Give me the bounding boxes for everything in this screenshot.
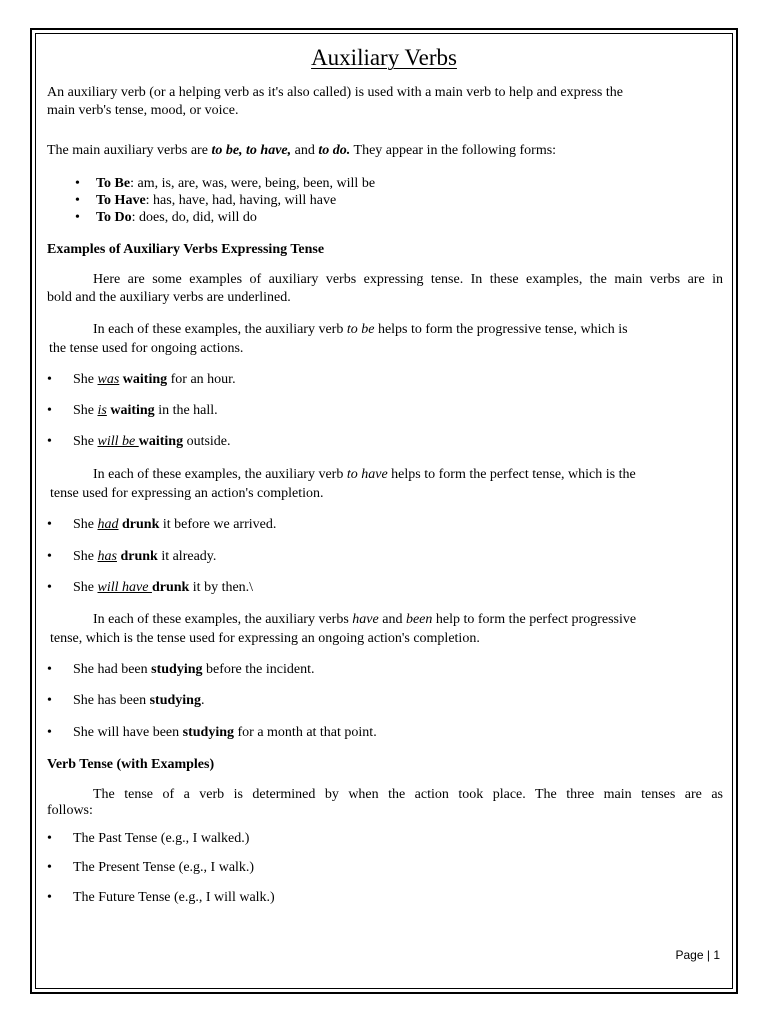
example-auxiliary: was	[97, 372, 120, 387]
bullet-icon: •	[47, 517, 52, 532]
progressive-intro-post: helps to form the progressive tense, which is	[374, 322, 628, 337]
perfect-intro-line1	[93, 466, 723, 484]
main-aux-verbs: to be, to have,	[211, 143, 292, 158]
perfect-prog-intro-pre: In each of these examples, the auxiliary verbs	[93, 612, 353, 627]
bullet-icon: •	[47, 580, 52, 595]
example-rest: for an hour.	[167, 372, 236, 387]
example-main-verb: waiting	[110, 403, 155, 418]
progressive-intro-pre: In each of these examples, the auxiliary verb	[93, 322, 347, 337]
tense-text: The Present Tense (e.g., I walk.)	[73, 860, 255, 875]
perfect-prog-intro-line2: tense, which is the tense used for expressing an ongoing action's completion.	[50, 631, 480, 646]
main-aux-and: and	[291, 143, 319, 158]
bullet-icon: •	[47, 372, 52, 387]
example-subject: She	[73, 403, 98, 418]
perfect-prog-intro-verb1: have	[352, 612, 379, 627]
form-values: : am, is, are, was, were, being, been, will be	[130, 176, 376, 191]
bullet-icon: •	[47, 860, 52, 875]
example-main-verb: drunk	[151, 580, 190, 595]
bullet-icon: •	[47, 693, 52, 708]
example-main-verb: studying	[182, 725, 234, 740]
section2-para-line2: follows:	[47, 803, 93, 818]
section-heading-verb-tense: Verb Tense (with Examples)	[47, 757, 215, 772]
example-auxiliary: is	[97, 403, 107, 418]
example-auxiliary: will have	[97, 580, 152, 595]
example-rest: for a month at that point.	[234, 725, 377, 740]
example-prefix: She has been	[73, 693, 150, 708]
main-aux-verb3: to do.	[318, 143, 351, 158]
example-subject: She	[73, 372, 98, 387]
form-label: To Have	[96, 193, 146, 208]
example-main-verb: drunk	[120, 549, 158, 564]
section-heading-tense-examples: Examples of Auxiliary Verbs Expressing Tense	[47, 242, 325, 257]
section1-para1-line2: bold and the auxiliary verbs are underlined.	[47, 290, 291, 305]
perfect-intro-verb: to have	[346, 467, 388, 482]
perfect-intro-post: helps to form the perfect tense, which is the	[387, 467, 636, 482]
form-label: To Be	[96, 176, 131, 191]
progressive-intro-line2: the tense used for ongoing actions.	[49, 341, 244, 356]
example-rest: .	[200, 693, 205, 708]
perfect-prog-intro-and: and	[378, 612, 406, 627]
example-main-verb: waiting	[138, 434, 184, 449]
example-main-verb: waiting	[122, 372, 168, 387]
example-auxiliary: had	[97, 517, 119, 532]
form-label: To Do	[96, 210, 132, 225]
perfect-prog-intro-line1	[93, 611, 723, 629]
bullet-icon: •	[47, 434, 52, 449]
page-footer	[675, 947, 720, 963]
example-subject: She	[73, 580, 98, 595]
section1-para1-line1: Here are some examples of auxiliary verbs expressing tense. In these examples, the main verbs are in	[93, 272, 723, 287]
example-prefix: She had been	[73, 662, 152, 677]
section2-para-line1: The tense of a verb is determined by when the action took place. The three main tenses are as	[93, 787, 723, 802]
example-rest: before the incident.	[202, 662, 315, 677]
bullet-icon: •	[47, 549, 52, 564]
example-main-verb: drunk	[122, 517, 160, 532]
bullet-icon: •	[47, 725, 52, 740]
example-prefix: She will have been	[73, 725, 183, 740]
example-auxiliary: will be	[97, 434, 139, 449]
example-subject: She	[73, 549, 98, 564]
example-auxiliary: has	[97, 549, 117, 564]
main-aux-paragraph	[47, 142, 723, 160]
example-subject: She	[73, 517, 98, 532]
tense-text: The Future Tense (e.g., I will walk.)	[73, 890, 275, 905]
page-number: 1	[713, 948, 720, 962]
example-rest: it before we arrived.	[159, 517, 277, 532]
perfect-intro-line2: tense used for expressing an action's completion.	[50, 486, 324, 501]
page-title: Auxiliary Verbs	[311, 45, 457, 70]
bullet-icon: •	[47, 403, 52, 418]
page-label: Page	[675, 948, 704, 962]
example-main-verb: studying	[151, 662, 203, 677]
example-subject: She	[73, 434, 98, 449]
perfect-intro-pre: In each of these examples, the auxiliary verb	[93, 467, 347, 482]
example-rest: in the hall.	[154, 403, 218, 418]
intro-line-1: An auxiliary verb (or a helping verb as it's also called) is used with a main verb to help and express the	[47, 85, 623, 100]
bullet-icon: •	[75, 210, 80, 225]
example-rest: it already.	[157, 549, 217, 564]
progressive-intro-line1	[93, 321, 723, 339]
bullet-icon: •	[75, 176, 80, 191]
bullet-icon: •	[75, 193, 80, 208]
example-rest: outside.	[183, 434, 231, 449]
progressive-intro-verb: to be	[346, 322, 375, 337]
main-aux-post: They appear in the following forms:	[350, 143, 557, 158]
tense-text: The Past Tense (e.g., I walked.)	[73, 831, 250, 846]
perfect-prog-intro-post: help to form the perfect progressive	[432, 612, 637, 627]
main-aux-pre: The main auxiliary verbs are	[47, 143, 212, 158]
bullet-icon: •	[47, 662, 52, 677]
example-main-verb: studying	[149, 693, 201, 708]
perfect-prog-intro-verb2: been	[405, 612, 433, 627]
bullet-icon: •	[47, 831, 52, 846]
form-values: : has, have, had, having, will have	[145, 193, 337, 208]
page-separator: |	[706, 948, 710, 962]
intro-line-2: main verb's tense, mood, or voice.	[47, 103, 239, 118]
example-rest: it by then.\	[189, 580, 254, 595]
bullet-icon: •	[47, 890, 52, 905]
form-values: : does, do, did, will do	[131, 210, 257, 225]
